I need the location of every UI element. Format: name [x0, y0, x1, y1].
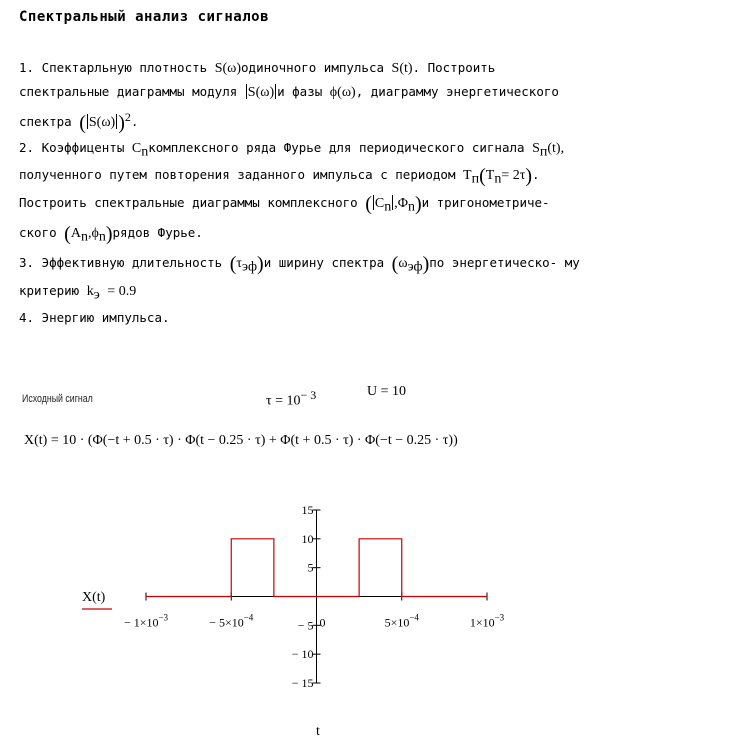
math-s: S [532, 141, 540, 156]
math-sub: n [384, 199, 392, 215]
math-phi: ϕ(ω) [329, 85, 356, 100]
item-text: и фазы [277, 84, 323, 99]
item-2-line-2: полученного путем повторения заданного импульса с периодом $T_п(T_n= 2\tau)$. [19, 165, 540, 187]
item-text: одиночного импульса [241, 60, 385, 75]
item-text: спектра [19, 114, 72, 130]
math-sub: эф [242, 259, 258, 275]
math-t: (t), [547, 141, 565, 156]
math-c: C [131, 141, 142, 156]
x-tick-label: − $5\times 10^{-4}$ [209, 612, 254, 630]
math-sub: n [494, 171, 502, 187]
item-text: , диаграмму энергетического [355, 84, 559, 99]
y-tick-label: − 15 [291, 676, 314, 690]
paren: ) [118, 112, 125, 135]
math-sub: п [471, 171, 480, 187]
paren: ( [79, 112, 86, 135]
math-A: A [70, 226, 81, 241]
x-tick-exponent: −3 [158, 612, 169, 623]
item-4: 4. Энергию импульса. [19, 310, 170, 325]
item-text: 1. Спектарльную плотность [19, 60, 208, 75]
math-sub: n [141, 144, 149, 160]
paren: ( [64, 223, 71, 245]
item-text: критерию [19, 283, 80, 298]
math-phi: ,ϕ [87, 226, 99, 241]
item-text: Построить спектральные диаграммы комплексного [19, 195, 358, 210]
math-sub: n [98, 229, 106, 245]
paren: ) [105, 223, 113, 245]
y-tick-label: − 5 [297, 618, 314, 633]
item-text: по энергетическо- му [429, 255, 580, 270]
source-signal-label: Исходный сигнал [22, 393, 93, 405]
math-value: = 0.9 [107, 284, 137, 299]
item-text: комплексного ряда Фурье для периодического сигнала [148, 140, 525, 155]
item-text: ского [19, 225, 57, 240]
y-tick-label: − 10 [291, 647, 314, 662]
y-tick-label: 10 [301, 531, 314, 546]
y-tick-label: 15 [301, 503, 314, 517]
math-T: T [485, 168, 495, 183]
paren: ) [525, 165, 533, 187]
math-sub: п [539, 144, 548, 160]
math-s-omega: S(ω) [88, 115, 116, 131]
item-text: и тригонометриче- [421, 195, 550, 210]
x-tick-exponent: −3 [494, 612, 505, 623]
x-tick-label: 0 [319, 615, 326, 630]
math-C: C [374, 196, 385, 211]
math-k: k [86, 284, 94, 299]
x-tick-exponent: −4 [409, 612, 419, 623]
item-1-line-3: спектра ( S(ω) )$^2$. [19, 110, 139, 135]
math-sub: n [407, 199, 415, 215]
math-omega: ω [398, 256, 408, 271]
paren: ( [479, 165, 486, 187]
tau-text: τ = 10 [266, 393, 301, 409]
page-title: Спектральный анализ сигналов [19, 9, 270, 25]
y-axis-label: X(t) [82, 590, 106, 605]
item-text: . Построить [412, 60, 496, 75]
y-tick-label: 5 [307, 560, 314, 575]
math-T: T [463, 168, 472, 183]
item-text: спектральные диаграммы модуля [19, 84, 238, 99]
math-sub: n [80, 229, 88, 245]
math-s-t: S(t) [391, 61, 413, 76]
paren: ( [365, 193, 372, 215]
x-tick-label: $1\times 10^{-3}$ [469, 612, 505, 630]
item-text: 2. Коэффиценты [19, 140, 125, 155]
x-tick-exponent: −4 [243, 612, 254, 623]
math-exp: 2 [124, 110, 131, 124]
item-text: и ширину спектра [263, 255, 385, 270]
x-axis-label: t [316, 724, 320, 738]
paren: ( [229, 253, 237, 275]
paren: ) [414, 193, 422, 215]
signal-formula: X(t) = 10 · (Φ(−t + 0.5 · τ) · Φ(t − 0.25 · τ) + Φ(t + 0.5 · τ) · Φ(−t − 0.25 · τ)) [24, 433, 458, 448]
math-s-omega: S(ω) [214, 61, 242, 76]
x-tick-label: − $1\times 10^{-3}$ [123, 612, 169, 630]
math-value: = 2τ [501, 168, 526, 183]
u-definition: U = 10 [367, 384, 407, 399]
item-text: полученного путем повторения заданного импульса с периодом [19, 167, 456, 182]
math-sub: э [93, 287, 100, 303]
math-Phi: ,Φ [394, 196, 408, 211]
paren: ) [257, 253, 264, 275]
math-sub: эф [407, 259, 423, 275]
math-tau: τ [236, 256, 243, 271]
paren: ) [422, 253, 430, 275]
math-abs-s: S(ω) [247, 85, 275, 100]
tau-exp: − 3 [300, 388, 317, 402]
item-text: 3. Эффективную длительность [19, 255, 223, 270]
item-text: рядов Фурье. [112, 225, 203, 240]
paren: ( [391, 253, 399, 275]
x-tick-label: $5\times 10^{-4}$ [384, 612, 419, 630]
